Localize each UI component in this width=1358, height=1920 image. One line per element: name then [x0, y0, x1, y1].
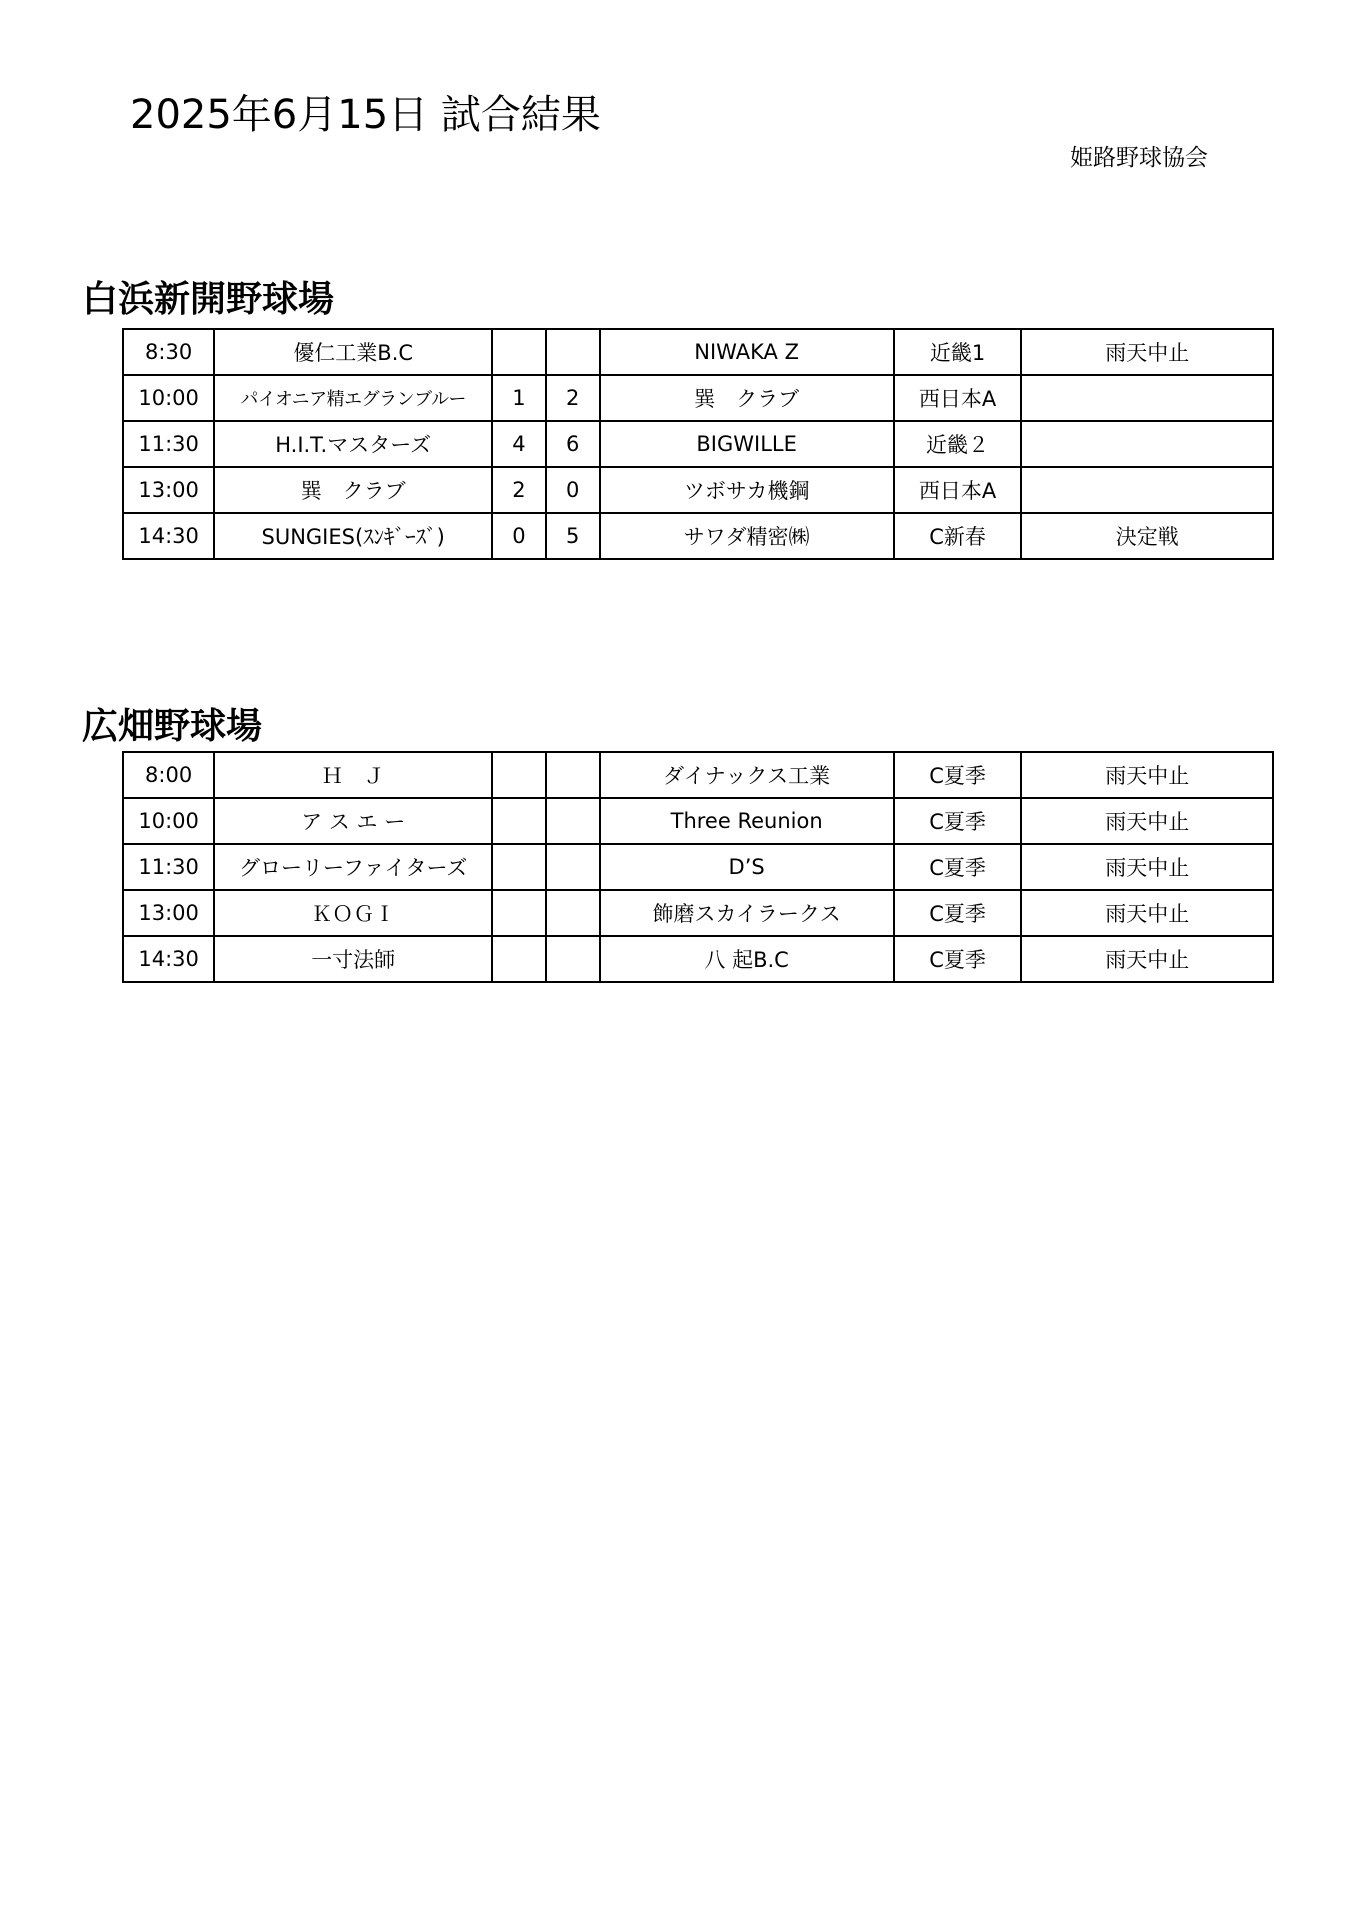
- home-team: Ｈ Ｊ: [214, 752, 492, 798]
- away-team: Three Reunion: [600, 798, 894, 844]
- game-time: 13:00: [123, 467, 214, 513]
- venue-title-shirahama: 白浜新開野球場: [82, 279, 335, 320]
- game-time: 11:30: [123, 844, 214, 890]
- table-row: [123, 329, 1273, 375]
- game-time: 13:00: [123, 890, 214, 936]
- table-row: [123, 752, 1273, 798]
- league: 西日本A: [894, 375, 1022, 421]
- game-note: 雨天中止: [1021, 936, 1273, 982]
- table-row: [123, 375, 1273, 421]
- league: C夏季: [894, 844, 1022, 890]
- home-team: H.I.T.マスターズ: [214, 421, 492, 467]
- game-note: 決定戦: [1021, 513, 1273, 559]
- home-score: 1: [492, 375, 546, 421]
- table-row: [123, 936, 1273, 982]
- results-table-shirahama: [122, 328, 1274, 560]
- league: C新春: [894, 513, 1022, 559]
- away-team: BIGWILLE: [600, 421, 894, 467]
- game-time: 10:00: [123, 798, 214, 844]
- home-team: ア ス エ ー: [214, 798, 492, 844]
- away-team: ツボサカ機鋼: [600, 467, 894, 513]
- home-score: [492, 844, 546, 890]
- table-row: [123, 890, 1273, 936]
- page-title: 2025年6月15日 試合結果: [130, 92, 601, 138]
- home-score: 2: [492, 467, 546, 513]
- table-row: [123, 844, 1273, 890]
- game-time: 10:00: [123, 375, 214, 421]
- home-score: [492, 936, 546, 982]
- game-note: 雨天中止: [1021, 752, 1273, 798]
- away-score: [546, 798, 600, 844]
- league: C夏季: [894, 798, 1022, 844]
- away-team: ダイナックス工業: [600, 752, 894, 798]
- home-team: 優仁工業B.C: [214, 329, 492, 375]
- home-team: グローリーファイターズ: [214, 844, 492, 890]
- game-time: 14:30: [123, 936, 214, 982]
- home-score: 0: [492, 513, 546, 559]
- away-score: [546, 329, 600, 375]
- game-note: 雨天中止: [1021, 844, 1273, 890]
- league: 近畿２: [894, 421, 1022, 467]
- organization-name: 姫路野球協会: [1070, 145, 1208, 171]
- table-row: [123, 513, 1273, 559]
- away-team: 八 起B.C: [600, 936, 894, 982]
- away-score: [546, 890, 600, 936]
- game-note: [1021, 375, 1273, 421]
- away-team: 巽 クラブ: [600, 375, 894, 421]
- home-score: [492, 798, 546, 844]
- game-time: 8:30: [123, 329, 214, 375]
- away-score: [546, 936, 600, 982]
- away-score: 0: [546, 467, 600, 513]
- game-note: 雨天中止: [1021, 890, 1273, 936]
- home-team: ＫＯＧＩ: [214, 890, 492, 936]
- away-team: 飾磨スカイラークス: [600, 890, 894, 936]
- league: C夏季: [894, 890, 1022, 936]
- game-time: 11:30: [123, 421, 214, 467]
- home-team: 巽 クラブ: [214, 467, 492, 513]
- away-score: 2: [546, 375, 600, 421]
- table-row: [123, 467, 1273, 513]
- game-note: [1021, 467, 1273, 513]
- game-time: 14:30: [123, 513, 214, 559]
- home-team: SUNGIES(ｽﾝｷﾞｰｽﾞ): [214, 513, 492, 559]
- game-note: 雨天中止: [1021, 798, 1273, 844]
- home-score: [492, 752, 546, 798]
- game-time: 8:00: [123, 752, 214, 798]
- home-team: パイオニア精エグランブルー: [214, 375, 492, 421]
- venue-title-hirohata: 広畑野球場: [82, 706, 263, 747]
- table-row: [123, 798, 1273, 844]
- results-table-hirohata: [122, 751, 1274, 983]
- home-team: 一寸法師: [214, 936, 492, 982]
- home-score: [492, 329, 546, 375]
- home-score: 4: [492, 421, 546, 467]
- away-score: [546, 844, 600, 890]
- league: 西日本A: [894, 467, 1022, 513]
- away-score: 6: [546, 421, 600, 467]
- away-score: [546, 752, 600, 798]
- away-team: NIWAKA Z: [600, 329, 894, 375]
- game-note: 雨天中止: [1021, 329, 1273, 375]
- league: 近畿1: [894, 329, 1022, 375]
- away-team: サワダ精密㈱: [600, 513, 894, 559]
- game-note: [1021, 421, 1273, 467]
- away-score: 5: [546, 513, 600, 559]
- league: C夏季: [894, 752, 1022, 798]
- table-row: [123, 421, 1273, 467]
- away-team: D’S: [600, 844, 894, 890]
- league: C夏季: [894, 936, 1022, 982]
- home-score: [492, 890, 546, 936]
